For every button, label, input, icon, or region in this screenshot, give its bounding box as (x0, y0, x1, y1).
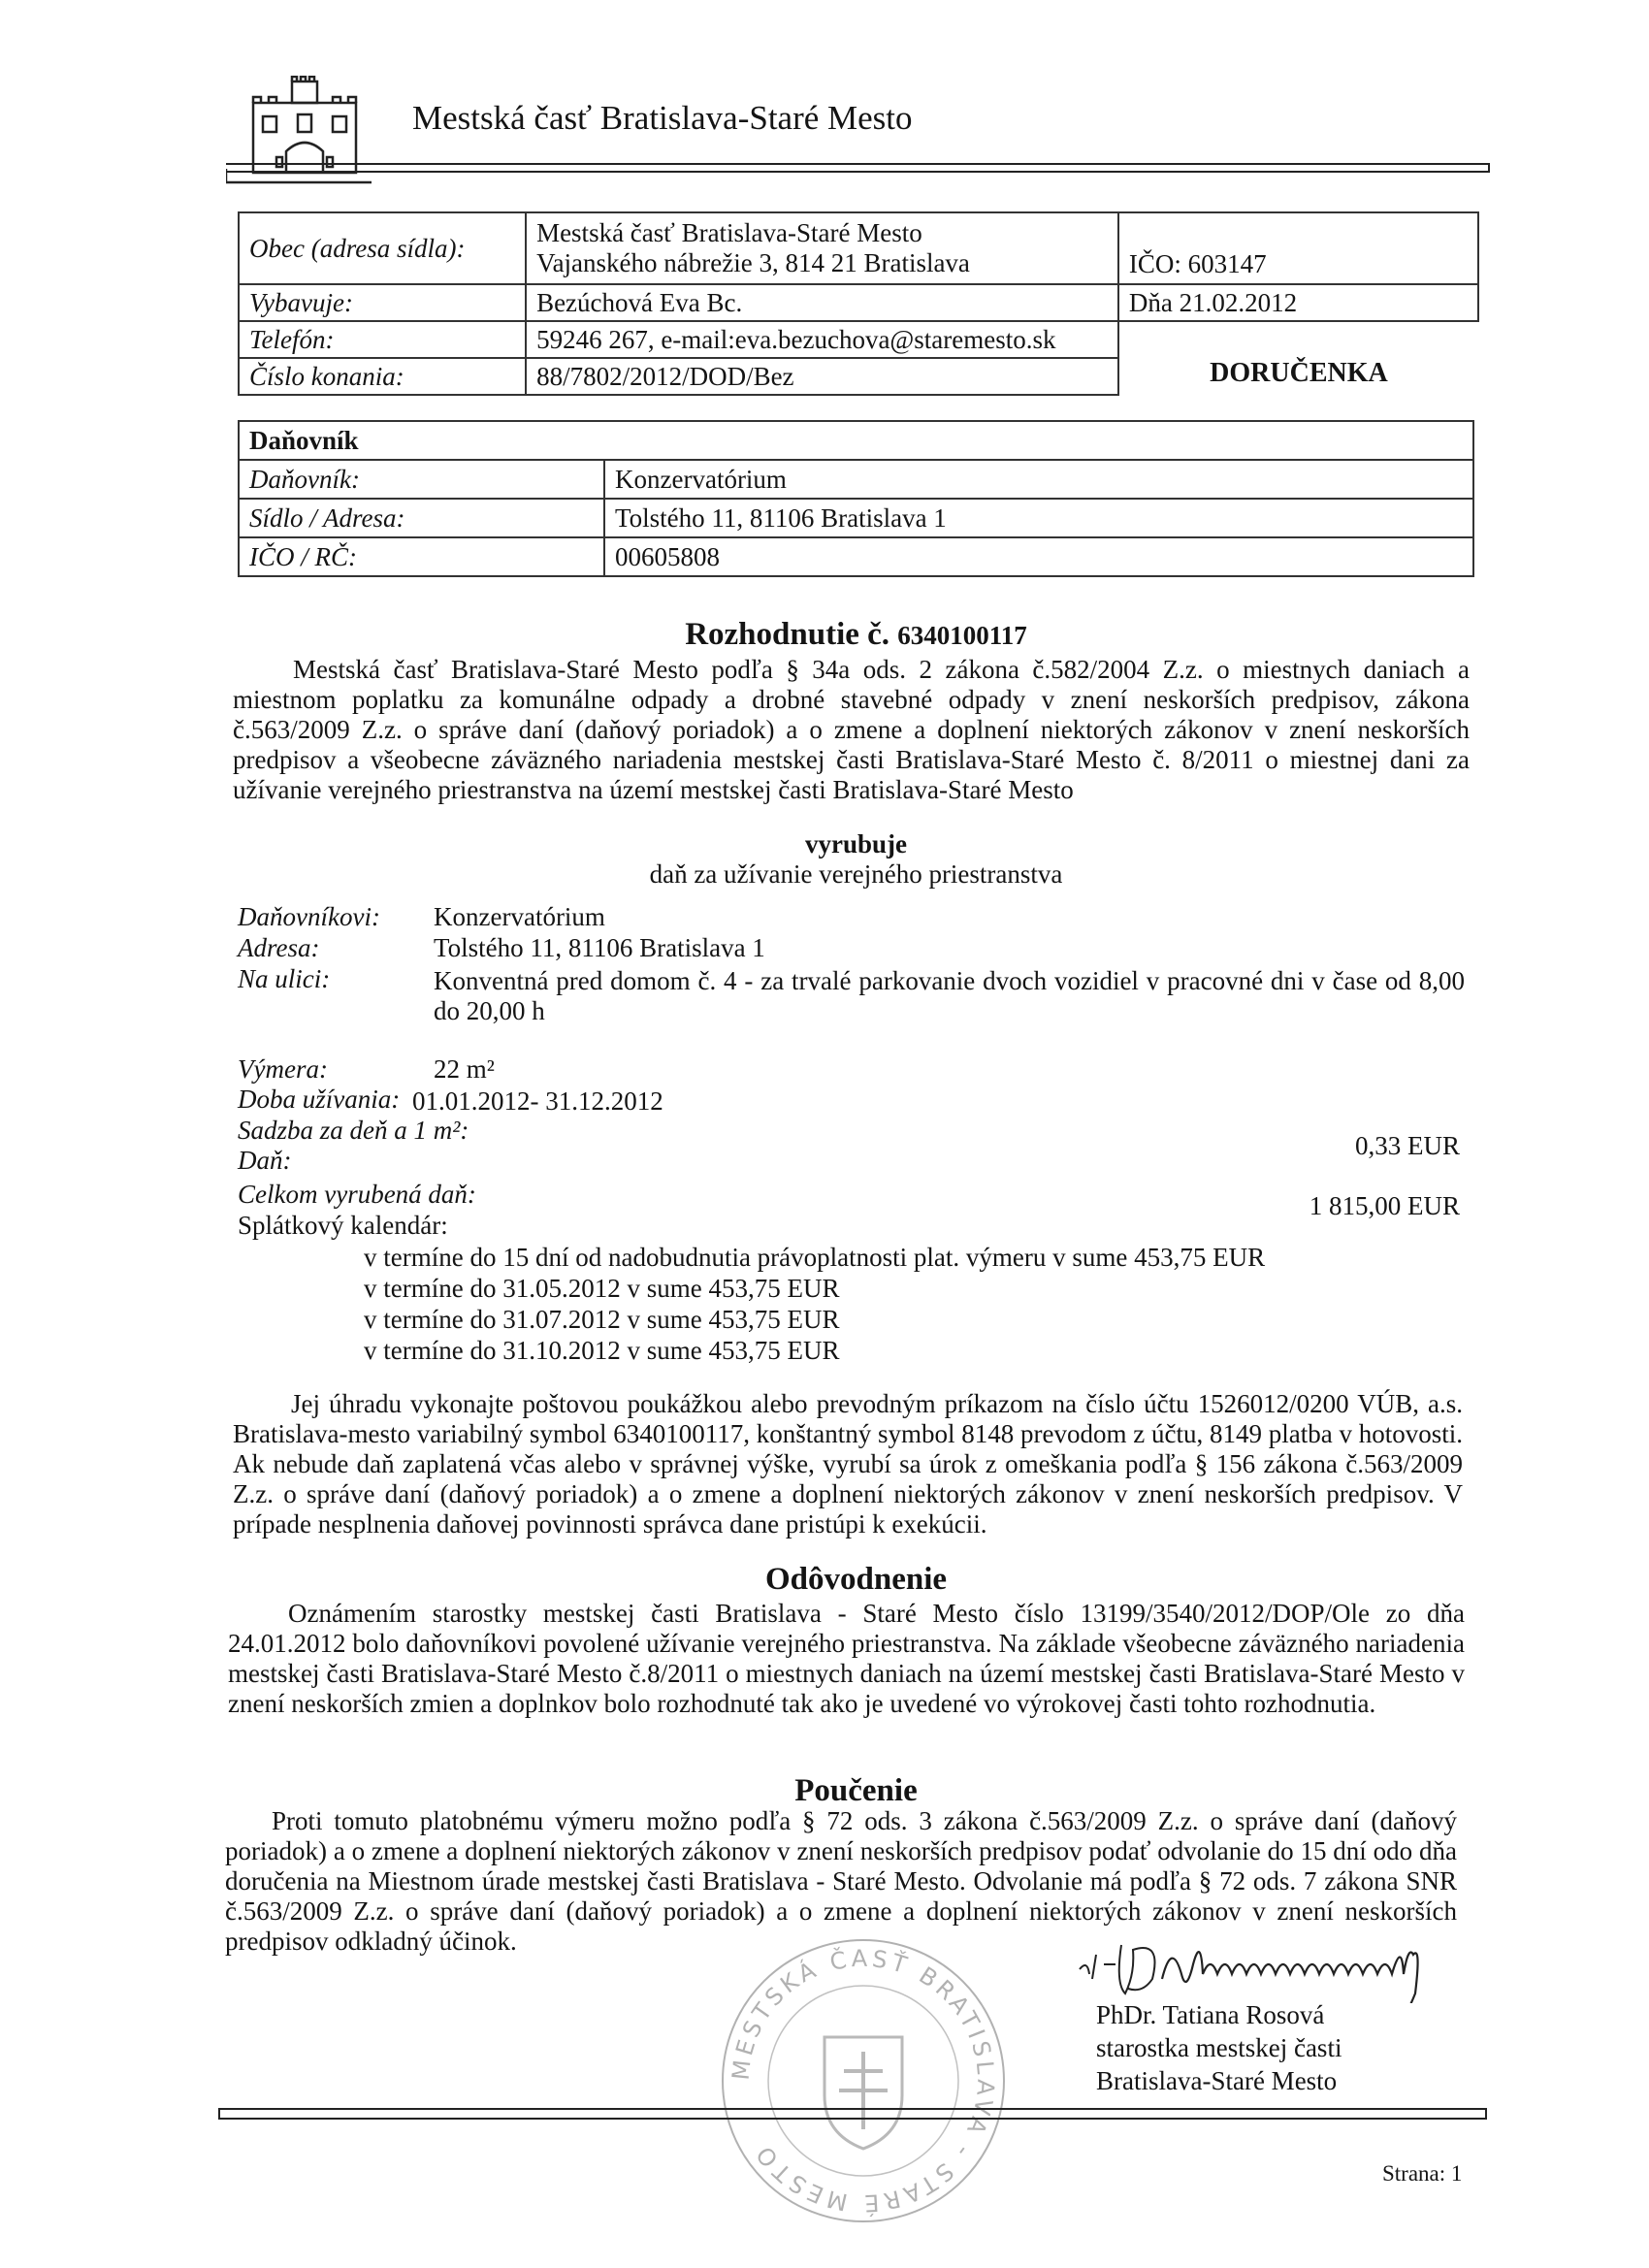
celkom-value: 1 815,00 EUR (1309, 1191, 1460, 1220)
danovnikovi-value: Konzervatórium (434, 902, 605, 931)
taxpayer-ico-label: IČO / RČ: (239, 537, 604, 576)
obec-value (526, 212, 1118, 284)
vymera-label: Výmera: (238, 1054, 328, 1084)
taxpayer-address: Tolstého 11, 81106 Bratislava 1 (604, 499, 1473, 537)
decision-title-text: Rozhodnutie č. (685, 617, 890, 652)
odovodnenie-text: Oznámením starostky mestskej časti Bratislava - Staré Mesto číslo 13199/3540/2012/DOP/Ole zo dňa 24.01.2012 bolo daňovníkovi povolené užívanie verejného priestranstva. Na základe všeobecne záväzného nariadenia mestskej časti Bratislava-Staré Mesto č.8/2011 o miestnych daniach na území mestskej časti Bratislava-Staré Mesto v znení neskorších zmien a doplnkov bolo rozhodnuté tak ako je uvedené vo výrokovej časti tohto rozhodnutia. (228, 1599, 1465, 1718)
payment-instructions: Jej úhradu vykonajte poštovou poukážkou alebo prevodným príkazom na číslo účtu 1526012/0200 VÚB, a.s. Bratislava-mesto variabilný symbol 6340100117, konštantný symbol 8148 prevodom z účtu, 8149 platba v hotovosti. Ak nebude daň zaplatená včas alebo v správnej výške, vyrubí sa úrok z omeškania podľa § 156 zákona č.563/2009 Z.z. o správe daní (daňový poriadok) a o zmene a doplnení niektorých zákonov v znení neskorších predpisov. V prípade nesplnenia daňovej povinnosti správca dane pristúpi k exekúcii. (233, 1389, 1463, 1539)
adresa-label: Adresa: (238, 933, 320, 962)
taxpayer-ico: 00605808 (604, 537, 1473, 576)
doc-type: DORUČENKA (1118, 321, 1478, 395)
taxpayer-name: Konzervatórium (604, 460, 1473, 499)
telefon-label: Telefón: (239, 321, 526, 358)
celkom-label: Celkom vyrubená daň: (238, 1180, 476, 1209)
poucenie-title: Poučenie (794, 1773, 918, 1808)
signatory-name: PhDr. Tatiana Rosová (1096, 2000, 1325, 2029)
date-cell: Dňa 21.02.2012 (1118, 284, 1478, 321)
adresa-value: Tolstého 11, 81106 Bratislava 1 (434, 933, 765, 962)
sadzba-value: 0,33 EUR (1355, 1131, 1460, 1160)
decision-number: 6340100117 (897, 621, 1027, 650)
ico-cell: IČO: 603147 (1118, 212, 1478, 284)
signatory-org: Bratislava-Staré Mesto (1096, 2066, 1338, 2095)
vybavuje-label: Vybavuje: (239, 284, 526, 321)
taxpayer-address-label: Sídlo / Adresa: (239, 499, 604, 537)
taxpayer-heading: Daňovník (239, 421, 1473, 460)
obec-label: Obec (adresa sídla): (239, 212, 526, 284)
vymera-value: 22 m² (434, 1054, 495, 1084)
decision-subject: daň za užívanie verejného priestranstva (649, 859, 1063, 889)
installment-item: v termíne do 31.07.2012 v sume 453,75 EUR (364, 1305, 840, 1334)
decision-title (238, 617, 1474, 653)
taxpayer-name-label: Daňovník: (239, 460, 604, 499)
decision-intro: Mestská časť Bratislava-Staré Mesto podľa § 34a ods. 2 zákona č.582/2004 Z.z. o miestnych daniach a miestnom poplatku za komunálne odpady a drobné stavebné odpady v znení neskorších predpisov, zákona č.563/2009 Z.z. o správe daní (daňový poriadok) a o zmene a doplnení niektorých zákonov v znení neskorších predpisov a všeobecne záväzného nariadenia mestskej časti Bratislava-Staré Mesto č. 8/2011 o miestnej dani za užívanie verejného priestranstva na území mestskej časti Bratislava-Staré Mesto (233, 655, 1470, 804)
signatory-role: starostka mestskej časti (1096, 2033, 1342, 2062)
office-name: Mestská časť Bratislava-Staré Mesto (412, 99, 913, 137)
ulica-label: Na ulici: (238, 964, 331, 993)
doba-value: 01.01.2012- 31.12.2012 (412, 1086, 663, 1116)
installment-list (364, 1242, 1265, 1366)
odovodnenie-title: Odôvodnenie (764, 1562, 948, 1597)
vybavuje-value: Bezúchová Eva Bc. (526, 284, 1118, 321)
cislo-label: Číslo konania: (239, 358, 526, 395)
ulica-value: Konventná pred domom č. 4 - za trvalé parkovanie dvoch vozidiel v pracovné dni v čase od 8,00 do 20,00 h (434, 966, 1465, 1025)
doba-label: Doba užívania: (238, 1085, 401, 1114)
dan-label: Daň: (238, 1146, 292, 1175)
telefon-value: 59246 267, e-mail:eva.bezuchova@staremesto.sk (526, 321, 1118, 358)
header-rule (226, 163, 1490, 173)
sadzba-label: Sadzba za deň a 1 m²: (238, 1116, 469, 1145)
page-number: Strana: 1 (1382, 2161, 1463, 2186)
obec-line1: Mestská časť Bratislava-Staré Mesto (536, 218, 922, 247)
cislo-value: 88/7802/2012/DOD/Bez (526, 358, 1118, 395)
splatkovy-label: Splátkový kalendár: (238, 1211, 448, 1240)
decision-verb: vyrubuje (804, 829, 907, 859)
poucenie-text: Proti tomuto platobnému výmeru možno podľa § 72 ods. 3 zákona č.563/2009 Z.z. o správe daní (daňový poriadok) a o zmene a doplnení niektorých zákonov v znení neskorších predpisov podať odvolanie do 15 dní odo dňa doručenia na Miestnom úrade mestskej časti Bratislava - Staré Mesto. Odvolanie má podľa § 72 ods. 7 zákona SNR č.563/2009 Z.z. o správe daní (daňový poriadok) a o zmene a doplnení niektorých zákonov v znení neskorších predpisov odkladný účinok. (225, 1806, 1457, 1956)
signatory-block (1096, 1998, 1342, 2097)
official-stamp (718, 1935, 1009, 2226)
taxpayer-table (238, 420, 1474, 577)
stamp-text: MESTSKÁ ČASŤ BRATISLAVA - STARÉ MESTO (727, 1944, 1000, 2218)
case-info-table (238, 211, 1479, 396)
footer-rule (218, 2108, 1487, 2120)
installment-item: v termíne do 31.05.2012 v sume 453,75 EUR (364, 1274, 840, 1303)
danovnikovi-label: Daňovníkovi: (238, 902, 380, 931)
handwritten-signature (1075, 1926, 1468, 2003)
installment-item: v termíne do 31.10.2012 v sume 453,75 EUR (364, 1336, 840, 1365)
castle-logo (226, 76, 372, 190)
obec-line2: Vajanského nábrežie 3, 814 21 Bratislava (536, 248, 970, 277)
installment-item: v termíne do 15 dní od nadobudnutia právoplatnosti plat. výmeru v sume 453,75 EUR (364, 1243, 1266, 1272)
